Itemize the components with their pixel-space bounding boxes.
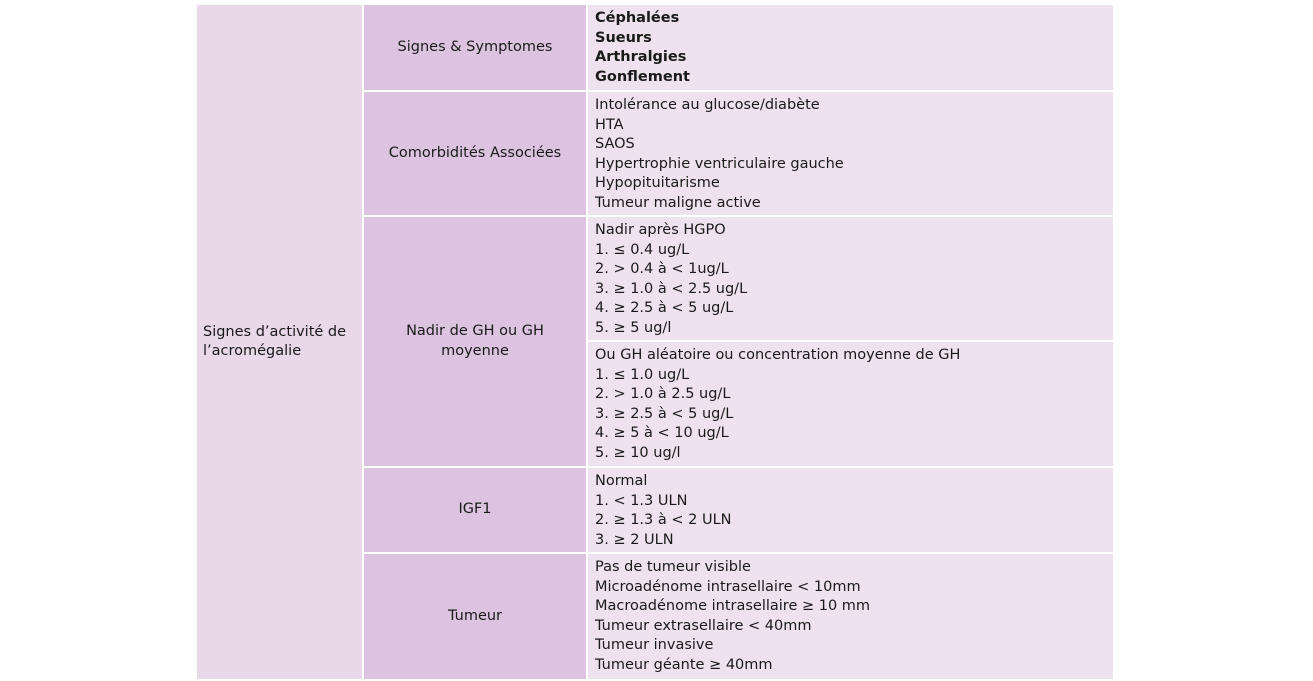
value-line: HTA bbox=[595, 116, 624, 133]
igf1-values bbox=[588, 468, 1113, 552]
value-line: Gonflement bbox=[595, 68, 690, 85]
value-line: 1. < 1.3 ULN bbox=[595, 492, 688, 509]
value-line: Ou GH aléatoire ou concentration moyenne de GH bbox=[595, 347, 961, 363]
value-line: 5. ≥ 10 ug/l bbox=[595, 444, 681, 461]
value-line: Hypertrophie ventriculaire gauche bbox=[595, 155, 844, 172]
value-line: 2. ≥ 1.3 à < 2 ULN bbox=[595, 512, 732, 528]
value-line: Hypopituitarisme bbox=[595, 175, 720, 191]
category-label: Signes d’activité de l’acromégalie bbox=[203, 323, 347, 359]
row-label-signs-symptoms: Signes & Symptomes bbox=[397, 38, 553, 55]
value-line: SAOS bbox=[595, 136, 635, 152]
value-line: Microadénome intrasellaire < 10mm bbox=[595, 578, 861, 595]
value-line: 3. ≥ 2 ULN bbox=[595, 531, 674, 548]
row-label-cell bbox=[364, 92, 586, 215]
signs-symptoms-values bbox=[588, 5, 1113, 90]
row-label-gh-nadir: Nadir de GH ou GH moyenne bbox=[406, 323, 544, 359]
row-label-comorbidities: Comorbidités Associées bbox=[388, 144, 562, 161]
gh-nadir-values bbox=[588, 217, 1113, 340]
value-line: 1. ≤ 1.0 ug/L bbox=[595, 366, 690, 383]
value-line: Sueurs bbox=[595, 29, 652, 46]
value-line: Nadir après HGPO bbox=[595, 222, 726, 238]
value-line: 1. ≤ 0.4 ug/L bbox=[595, 241, 690, 258]
tumor-values bbox=[588, 554, 1113, 679]
row-label-cell bbox=[364, 468, 586, 552]
value-line: 5. ≥ 5 ug/l bbox=[595, 319, 672, 336]
value-line: 2. > 1.0 à 2.5 ug/L bbox=[595, 386, 731, 402]
comorbidities-values bbox=[588, 92, 1113, 215]
value-line: Tumeur extrasellaire < 40mm bbox=[595, 617, 812, 634]
row-label-tumor: Tumeur bbox=[447, 607, 503, 624]
value-line: Macroadénome intrasellaire ≥ 10 mm bbox=[595, 598, 871, 614]
value-line: 4. ≥ 2.5 à < 5 ug/L bbox=[595, 300, 734, 316]
value-line: Céphalées bbox=[595, 10, 680, 26]
category-cell bbox=[197, 5, 362, 679]
gh-random-values bbox=[588, 342, 1113, 466]
value-line: 3. ≥ 2.5 à < 5 ug/L bbox=[595, 405, 734, 422]
value-line: Intolérance au glucose/diabète bbox=[595, 97, 820, 113]
value-line: 3. ≥ 1.0 à < 2.5 ug/L bbox=[595, 280, 748, 297]
value-line: Arthralgies bbox=[595, 49, 687, 65]
value-line: 4. ≥ 5 à < 10 ug/L bbox=[595, 425, 729, 441]
value-line: Tumeur géante ≥ 40mm bbox=[595, 656, 773, 673]
value-line: Pas de tumeur visible bbox=[595, 559, 751, 575]
value-line: Tumeur invasive bbox=[595, 637, 714, 653]
value-line: Normal bbox=[595, 473, 648, 489]
value-line: Tumeur maligne active bbox=[595, 194, 761, 211]
row-label-cell bbox=[364, 554, 586, 679]
row-label-igf1: IGF1 bbox=[458, 501, 492, 518]
row-label-cell bbox=[364, 5, 586, 90]
acromegaly-activity-table bbox=[197, 5, 1113, 677]
value-line: 2. > 0.4 à < 1ug/L bbox=[595, 261, 729, 277]
row-label-cell bbox=[364, 217, 586, 466]
